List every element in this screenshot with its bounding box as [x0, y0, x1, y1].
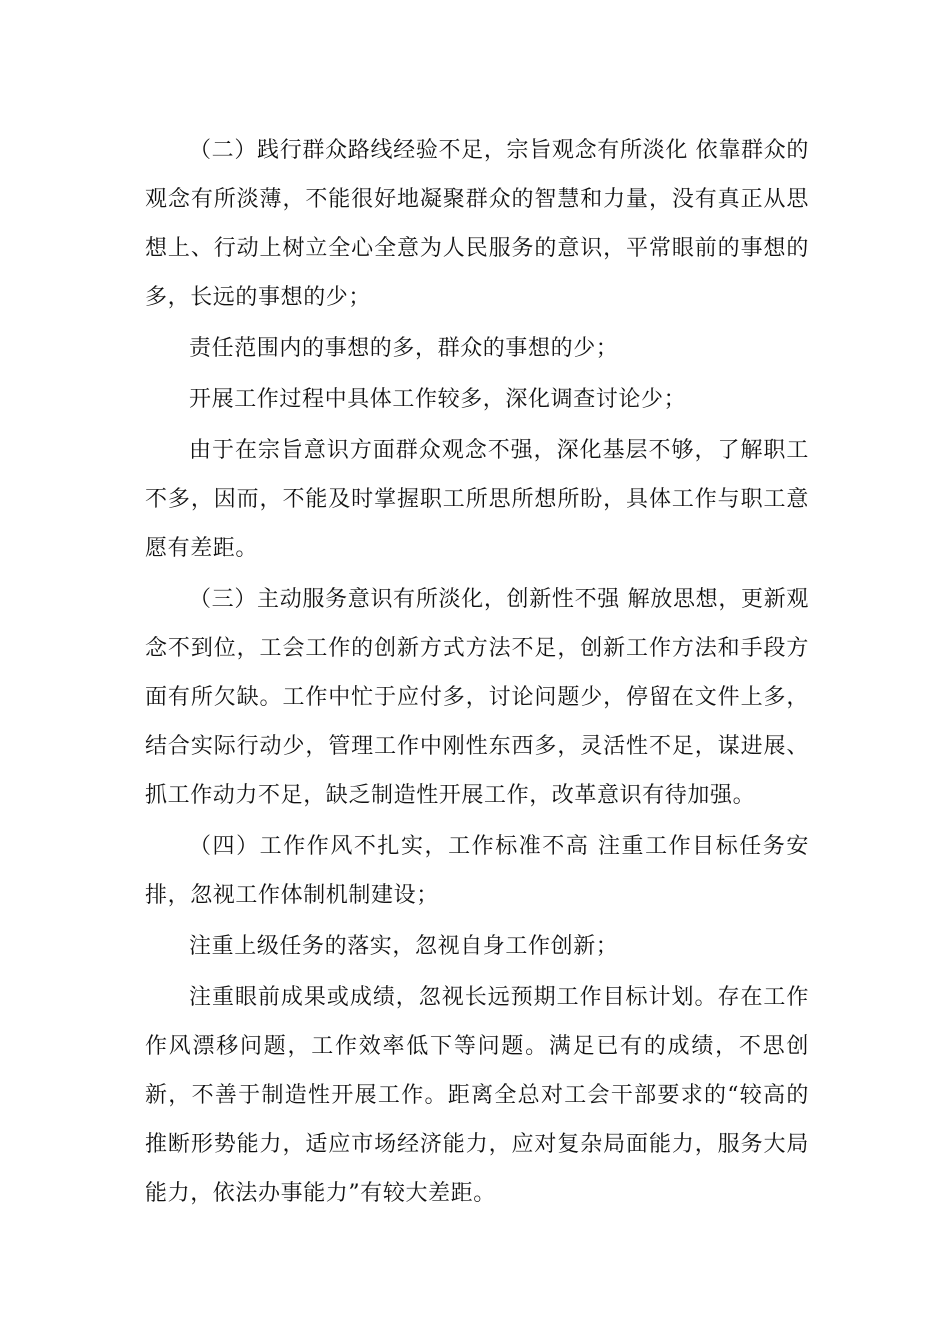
paragraph-2-heading: （二）践行群众路线经验不足，宗旨观念有所淡化 依靠群众的观念有所淡薄，不能很好地凝聚群众的智慧和力量，没有真正从思想上、行动上树立全心全意为人民服务的意识，平常眼前的事想的多，长远的事想的少；: [145, 138, 809, 310]
paragraph-superior-tasks: 注重上级任务的落实，忽视自身工作创新；: [189, 934, 619, 959]
paragraph-responsibility: 责任范围内的事想的多，群众的事想的少；: [189, 336, 619, 361]
paragraph-purpose-awareness: 由于在宗旨意识方面群众观念不强，深化基层不够，了解职工不多，因而，不能及时掌握职工所思所想所盼，具体工作与职工意愿有差距。: [145, 438, 809, 561]
paragraph-3-heading: （三）主动服务意识有所淡化，创新性不强 解放思想，更新观念不到位，工会工作的创新方式方法不足，创新工作方法和手段方面有所欠缺。工作中忙于应付多，讨论问题少，停留在文件上多，结合实际行动少，管理工作中刚性东西多，灵活性不足，谋进展、抓工作动力不足，缺乏制造性开展工作，改革意识有待加强。: [145, 587, 809, 808]
paragraph-immediate-results: 注重眼前成果或成绩，忽视长远预期工作目标计划。存在工作作风漂移问题，工作效率低下等问题。满足已有的成绩，不思创新，不善于制造性开展工作。距离全总对工会干部要求的“较高的推断形势能力，适应市场经济能力，应对复杂局面能力，服务大局能力，依法办事能力”有较大差距。: [145, 985, 809, 1206]
paragraph-4-heading: （四）工作作风不扎实，工作标准不高 注重工作目标任务安排，忽视工作体制机制建设；: [145, 834, 809, 908]
document-body: [145, 126, 809, 1220]
paragraph-work-process: 开展工作过程中具体工作较多，深化调查讨论少；: [189, 387, 687, 412]
